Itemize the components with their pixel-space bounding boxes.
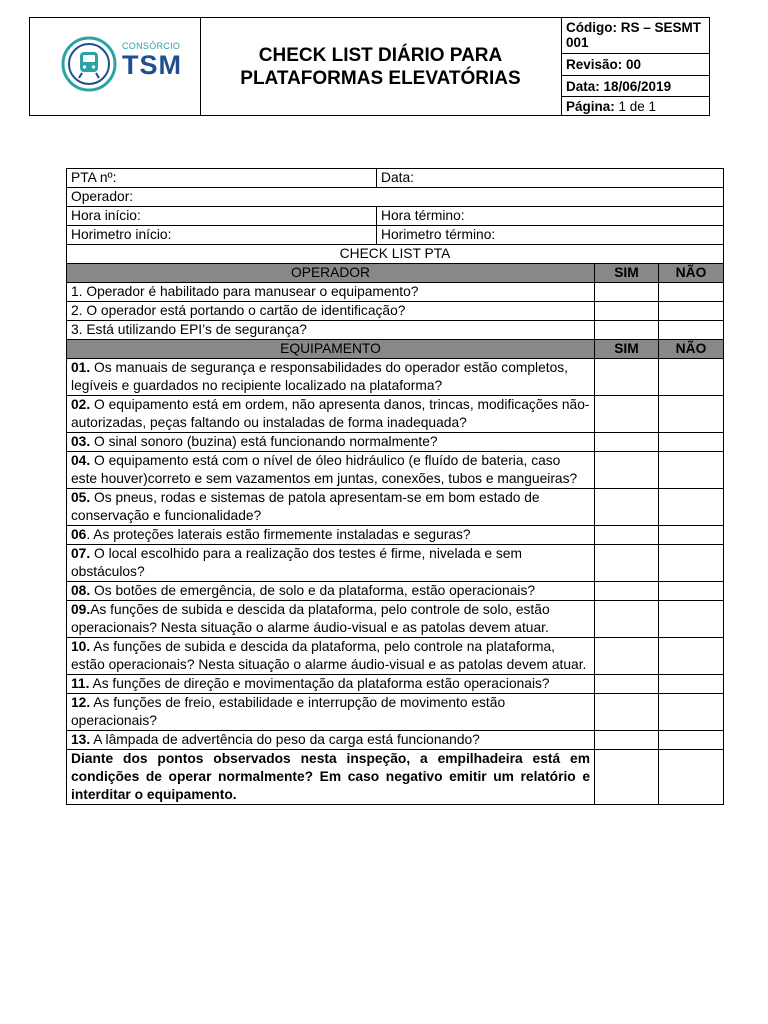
operator-item-text: 2. O operador está portando o cartão de identificação? [67,302,595,321]
equipment-sim-checkbox[interactable] [595,359,659,396]
equipment-item-text [67,675,595,694]
equipment-item-text [67,694,595,731]
date-field[interactable]: Data: [377,169,724,188]
operator-field[interactable]: Operador: [67,188,724,207]
operator-sim-checkbox[interactable] [595,302,659,321]
operator-item-row [67,321,724,340]
operator-nao-header: NÃO [659,264,724,283]
equipment-item-text [67,545,595,582]
equipment-item-number: 05. [71,490,91,505]
data-field: Data: 18/06/2019 [561,76,709,97]
equipment-sim-checkbox[interactable] [595,601,659,638]
equipment-nao-checkbox[interactable] [659,396,724,433]
operator-item-row [67,283,724,302]
equipment-nao-checkbox[interactable] [659,452,724,489]
document-meta [561,18,709,115]
final-sim-checkbox[interactable] [595,750,659,805]
hourmeter-start-field[interactable]: Horimetro início: [67,226,377,245]
operator-sim-checkbox[interactable] [595,283,659,302]
equipment-sim-checkbox[interactable] [595,638,659,675]
document-header [29,17,710,116]
document-title [200,18,562,115]
start-time-field[interactable]: Hora início: [67,207,377,226]
operator-nao-checkbox[interactable] [659,302,724,321]
equipment-sim-checkbox[interactable] [595,582,659,601]
equipment-item-question: Os botões de emergência, de solo e da plataforma, estão operacionais? [90,583,536,598]
equipment-sim-checkbox[interactable] [595,489,659,526]
equipment-item-question: Os manuais de segurança e responsabilidades do operador estão completos, legíveis e guardados no recipiente localizado na plataforma? [71,360,569,393]
hourmeter-end-field[interactable]: Horimetro término: [377,226,724,245]
equipment-sim-checkbox[interactable] [595,731,659,750]
operator-sim-header: SIM [595,264,659,283]
equipment-nao-checkbox[interactable] [659,526,724,545]
equipment-nao-checkbox[interactable] [659,582,724,601]
logo-text [122,41,196,79]
pta-number-field[interactable]: PTA nº: [67,169,377,188]
final-question-row [67,750,724,805]
equipment-item-row [67,396,724,433]
revisao-field: Revisão: 00 [561,54,709,76]
equipment-item-text [67,452,595,489]
operator-sim-checkbox[interactable] [595,321,659,340]
equipment-item-text [67,489,595,526]
equipment-item-question: As funções de subida e descida da plataforma, pelo controle de solo, estão operacionais? Nesta situação o alarme áudio-visual e as patolas devem atuar. [71,602,550,635]
equipment-item-number: 09. [71,602,91,617]
equipment-item-question: As funções de subida e descida da plataforma, pelo controle na plataforma, estão operacionais? Nesta situação o alarme áudio-visual e as patolas devem atuar. [71,639,587,672]
title-line-1: CHECK LIST DIÁRIO PARA [258,44,503,66]
operator-nao-checkbox[interactable] [659,283,724,302]
equipment-item-row [67,489,724,526]
equipment-item-text [67,396,595,433]
equipment-nao-checkbox[interactable] [659,675,724,694]
equipment-item-text [67,433,595,452]
equipment-item-question: O equipamento está com o nível de óleo hidráulico (e fluído de bateria, caso este houver)correto e sem vazamentos em juntas, conexões, tubos e mangueiras? [71,453,578,486]
equipment-item-number: 01. [71,360,91,375]
equipment-item-text [67,359,595,396]
equipment-item-number: 07. [71,546,91,561]
equipment-item-row [67,526,724,545]
equipment-sim-checkbox[interactable] [595,694,659,731]
equipment-nao-checkbox[interactable] [659,638,724,675]
operator-nao-checkbox[interactable] [659,321,724,340]
final-question-text: Diante dos pontos observados nesta inspeção, a empilhadeira está em condições de operar normalmente? Em caso negativo emitir um relatório e interditar o equipamento. [67,750,595,805]
end-time-field[interactable]: Hora término: [377,207,724,226]
equipment-nao-checkbox[interactable] [659,433,724,452]
operator-section-title: OPERADOR [67,264,595,283]
equipment-nao-checkbox[interactable] [659,601,724,638]
equipment-item-text [67,731,595,750]
equipment-item-row [67,582,724,601]
equipment-nao-checkbox[interactable] [659,489,724,526]
equipment-item-row [67,694,724,731]
equipment-sim-checkbox[interactable] [595,675,659,694]
equipment-item-row [67,601,724,638]
train-logo-icon [60,35,118,93]
equipment-item-row [67,731,724,750]
equipment-item-text [67,582,595,601]
equipment-item-row [67,638,724,675]
equipment-item-row [67,433,724,452]
equipment-item-number: 06 [71,527,87,542]
pagina-field: Página: 1 de 1 [566,99,657,114]
equipment-item-row [67,359,724,396]
equipment-item-number: 10. [71,639,91,654]
equipment-item-text [67,526,595,545]
title-line-2: PLATAFORMAS ELEVATÓRIAS [240,67,521,89]
equipment-nao-header: NÃO [659,340,724,359]
equipment-item-text [67,638,595,675]
equipment-sim-header: SIM [595,340,659,359]
equipment-nao-checkbox[interactable] [659,545,724,582]
equipment-item-question: As funções de direção e movimentação da plataforma estão operacionais? [89,676,550,691]
operator-item-text: 1. Operador é habilitado para manusear o equipamento? [67,283,595,302]
equipment-nao-checkbox[interactable] [659,731,724,750]
equipment-item-number: 04. [71,453,91,468]
equipment-nao-checkbox[interactable] [659,694,724,731]
checklist-title: CHECK LIST PTA [67,245,724,264]
equipment-item-question: O local escolhido para a realização dos testes é firme, nivelada e sem obstáculos? [71,546,522,579]
logo-cell [30,18,201,115]
logo-big-text: TSM [122,50,182,80]
equipment-item-question: Os pneus, rodas e sistemas de patola apresentam-se em bom estado de conservação e funcionalidade? [71,490,540,523]
equipment-sim-checkbox[interactable] [595,526,659,545]
equipment-nao-checkbox[interactable] [659,359,724,396]
operator-item-row [67,302,724,321]
equipment-item-number: 02. [71,397,91,412]
equipment-item-row [67,545,724,582]
equipment-sim-checkbox[interactable] [595,396,659,433]
equipment-item-question: . As proteções laterais estão firmemente instaladas e seguras? [86,527,471,542]
equipment-sim-checkbox[interactable] [595,452,659,489]
equipment-item-question: O equipamento está em ordem, não apresenta danos, trincas, modificações não-autorizadas, peças faltando ou instaladas de forma inadequada? [71,397,590,430]
equipment-item-number: 11. [71,676,90,691]
final-nao-checkbox[interactable] [659,750,724,805]
codigo-field: Código: RS – SESMT 001 [561,18,709,54]
equipment-item-number: 08. [71,583,91,598]
equipment-sim-checkbox[interactable] [595,433,659,452]
operator-item-text: 3. Está utilizando EPI’s de segurança? [67,321,595,340]
equipment-item-question: As funções de freio, estabilidade e interrupção de movimento estão operacionais? [71,695,506,728]
equipment-sim-checkbox[interactable] [595,545,659,582]
equipment-item-number: 12. [71,695,91,710]
equipment-section-title: EQUIPAMENTO [67,340,595,359]
logo-small-text: CONSÓRCIO [122,41,181,51]
equipment-item-number: 13. [71,732,91,747]
equipment-item-question: A lâmpada de advertência do peso da carga está funcionando? [90,732,480,747]
equipment-item-text [67,601,595,638]
equipment-item-question: O sinal sonoro (buzina) está funcionando normalmente? [90,434,438,449]
equipment-item-row [67,675,724,694]
equipment-item-row [67,452,724,489]
checklist-table [66,168,724,805]
equipment-item-number: 03. [71,434,91,449]
